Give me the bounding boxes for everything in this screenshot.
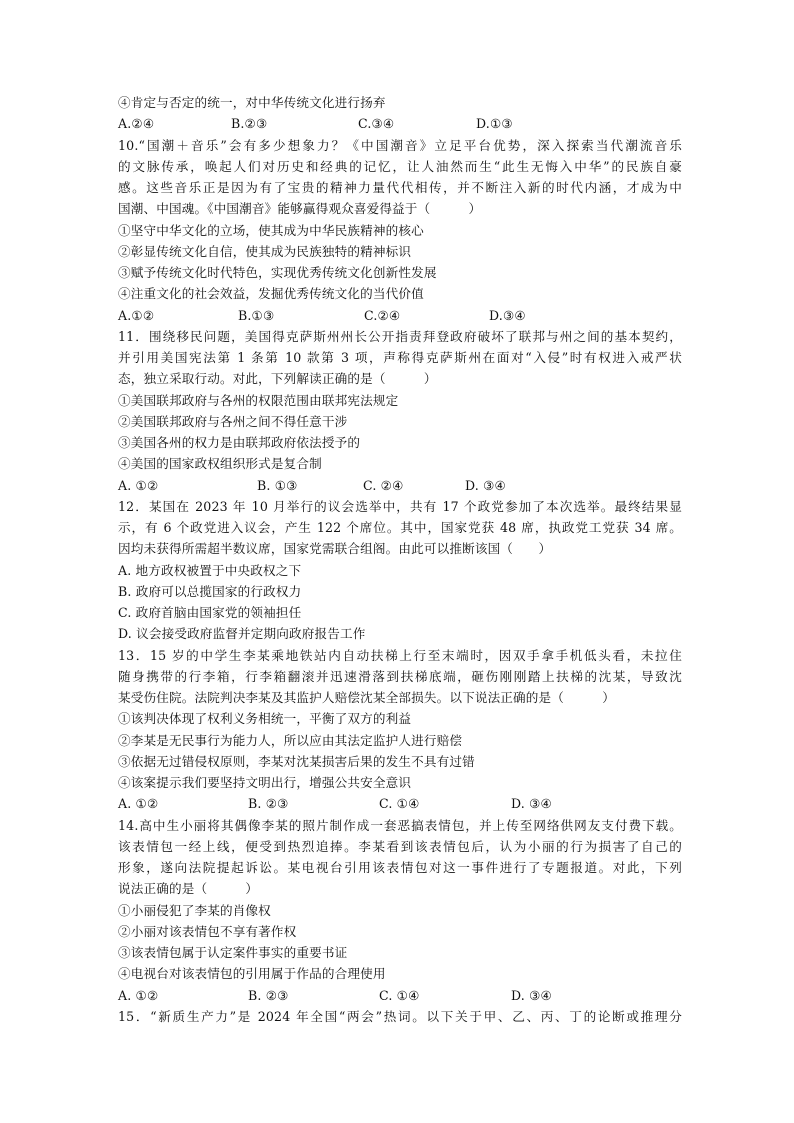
q9-answer-a: A.②④ [118,116,155,132]
q11-answer-c: C. ②④ [363,477,404,493]
q12-stem-line: 12．某国在 2023 年 10 月举行的议会选举中，共有 17 个政党参加了本次选举。最终结果显 [118,498,682,514]
exam-page [118,92,682,1027]
q10-stem-line: 的文脉传承，唤起人们对历史和经典的记忆，让人油然而生“此生无悔入中华”的民族自豪 [118,158,682,174]
q12-option-d: D. 议会接受政府监督并定期向政府报告工作 [118,626,366,642]
q11-stem-line: 11．围绕移民问题，美国得克萨斯州州长公开指责拜登政府破坏了联邦与州之间的基本契约， [118,328,682,344]
q11-option: ②美国联邦政府与各州之间不得任意干涉 [118,413,348,429]
q13-answer-a: A. ①② [118,796,159,812]
q14-stem-line: 说法正确的是（ ） [118,881,259,897]
q11-option: ③美国各州的权力是由联邦政府依法授予的 [118,435,361,450]
q10-stem-line: 感。这些音乐正是因为有了宝贵的精神力量代代相传，并不断注入新的时代内涵，才成为中 [118,180,682,195]
q13-option: ②李某是无民事行为能力人，所以应由其法定监护人进行赔偿 [118,732,463,748]
q10-answer-c: C.②④ [364,307,401,323]
q14-stem-line: 14.高中生小丽将其偶像李某的照片制作成一套恶搞表情包，并上传至网络供网友支付费下载。 [118,817,682,833]
q12-option-a: A. 地方政权被置于中央政权之下 [118,562,302,578]
q11-answer-choices [118,475,682,496]
q14-option: ③该表情包属于认定案件事实的重要书证 [118,945,348,960]
q14-option: ②小丽对该表情包不享有著作权 [118,923,297,939]
q9-option-4: ④肯定与否定的统一，对中华传统文化进行扬弃 [118,95,386,110]
q13-stem-line: 13．15 岁的中学生李某乘地铁站内自动扶梯上行至末端时，因双手拿手机低头看，未拉住 [118,647,682,663]
q14-answer-choices [118,985,682,1006]
q14-stem-line: 形象，遂向法院提起诉讼。某电视台引用该表情包对这一事件进行了专题报道。对此，下列 [118,860,682,875]
q9-answer-d: D.①③ [476,116,513,132]
q10-answer-a: A.①② [118,307,155,323]
q10-option: ①坚守中华文化的立场，使其成为中华民族精神的核心 [118,222,424,238]
q11-option: ①美国联邦政府与各州的权限范围由联邦宪法规定 [118,392,399,408]
q12-option-c: C. 政府首脑由国家党的领袖担任 [118,605,302,620]
q13-option: ③依据无过错侵权原则，李某对沈某损害后果的发生不具有过错 [118,753,475,769]
q10-option: ③赋予传统文化时代特色，实现优秀传统文化创新性发展 [118,265,437,280]
q14-answer-d: D. ③④ [511,987,552,1003]
q14-answer-b: B. ②③ [248,987,289,1003]
q10-option: ②彰显传统文化自信，使其成为民族独特的精神标识 [118,243,412,259]
q11-stem-line: 并引用美国宪法第 1 条第 10 款第 3 项，声称得克萨斯州在面对“入侵”时有权进入戒严状 [118,350,682,365]
q14-answer-c: C. ①④ [379,987,420,1003]
q9-answer-b: B.②③ [231,116,268,132]
q10-option: ④注重文化的社会效益，发掘优秀传统文化的当代价值 [118,286,424,302]
q12-stem-line: 示，有 6 个政党进入议会，产生 122 个席位。其中，国家党获 48 席，执政党工党获 34 席。 [118,520,682,535]
q11-answer-d: D. ③④ [465,477,506,493]
q10-answer-d: D.③④ [489,307,526,323]
q14-option: ①小丽侵犯了李某的肖像权 [118,902,271,918]
q10-answer-b: B.①③ [238,307,275,323]
q10-stem-line: 10.“国潮＋音乐”会有多少想象力？《中国潮音》立足平台优势，深入探索当代潮流音乐 [118,137,682,153]
q12-stem-line: 因均未获得所需超半数议席，国家党需联合组阁。由此可以推断该国（ ） [118,541,552,557]
q13-answer-choices [118,793,682,814]
q10-stem-line: 国潮、中国魂。《中国潮音》能够赢得观众喜爱得益于（ ） [118,201,482,217]
q14-stem-line: 该表情包一经上线，便受到热烈追捧。李某看到该表情包后，认为小丽的行为损害了自己的 [118,838,682,854]
q9-answer-choices [118,113,682,134]
q11-option: ④美国的国家政权组织形式是复合制 [118,456,322,472]
q13-stem-line: 某受伤住院。法院判决李某及其监护人赔偿沈某全部损失。以下说法正确的是（ ） [118,690,616,705]
q11-answer-b: B. ①③ [257,477,298,493]
q9-answer-c: C.③④ [358,116,395,132]
q11-answer-a: A. ①② [118,477,159,493]
q10-answer-choices [118,305,682,326]
q11-stem-line: 态，独立采取行动。对此，下列解读正确的是（ ） [118,371,437,387]
q13-answer-d: D. ③④ [511,796,552,812]
q15-stem-line: 15．“新质生产力”是 2024 年全国“两会”热词。以下关于甲、乙、丙、丁的论断或推理分 [118,1008,682,1024]
q13-answer-c: C. ①④ [379,796,420,812]
q14-answer-a: A. ①② [118,987,159,1003]
q12-option-b: B. 政府可以总揽国家的行政权力 [118,583,302,599]
q14-option: ④电视台对该表情包的引用属于作品的合理使用 [118,966,386,982]
q13-option: ①该判决体现了权利义务相统一，平衡了双方的利益 [118,711,412,727]
q13-answer-b: B. ②③ [248,796,289,812]
q13-option: ④该案提示我们要坚持文明出行，增强公共安全意识 [118,775,412,790]
q13-stem-line: 随身携带的行李箱，行李箱翻滚并迅速滑落到扶梯底端，砸伤刚刚踏上扶梯的沈某，导致沈 [118,668,682,684]
